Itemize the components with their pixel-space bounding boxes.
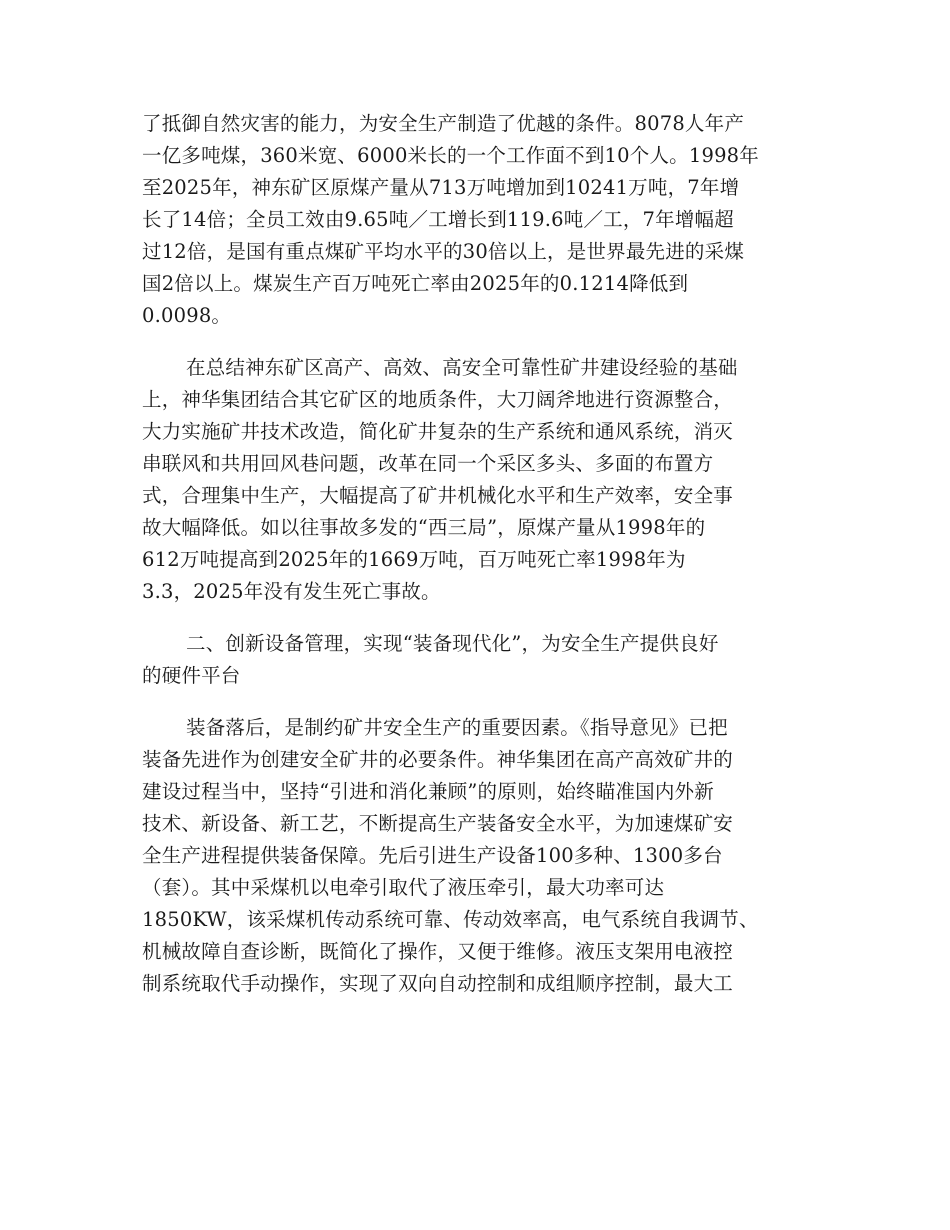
text-line: 国2倍以上。煤炭生产百万吨死亡率由2025年的0.1214降低到: [142, 272, 689, 295]
text-line: 1850KW，该采煤机传动系统可靠、传动效率高，电气系统自我调节、: [142, 908, 759, 931]
paragraph-2: [142, 352, 814, 608]
section-heading: [142, 628, 814, 692]
text-line: 至2025年，神东矿区原煤产量从713万吨增加到10241万吨，7年增: [142, 176, 740, 199]
text-line: 制系统取代手动操作，实现了双向自动控制和成组顺序控制，最大工: [142, 972, 734, 995]
text-line: 技术、新设备、新工艺，不断提高生产装备安全水平，为加速煤矿安: [142, 812, 734, 835]
text-line: 建设过程当中，坚持“引进和消化兼顾”的原则，始终瞄准国内外新: [142, 780, 714, 803]
text-line: （套）。其中采煤机以电牵引取代了液压牵引，最大功率可达: [142, 876, 665, 899]
text-line: 一亿多吨煤，360米宽、6000米长的一个工作面不到10个人。1998年: [142, 144, 759, 167]
text-line: 0.0098。: [142, 304, 232, 327]
heading-line: 二、创新设备管理，实现“装备现代化”，为安全生产提供良好: [186, 632, 719, 655]
heading-line: 的硬件平台: [142, 664, 241, 687]
text-line: 串联风和共用回风巷问题，改革在同一个采区多头、多面的布置方: [142, 452, 714, 475]
text-line: 3.3，2025年没有发生死亡事故。: [142, 580, 441, 603]
text-line: 大力实施矿井技术改造，简化矿井复杂的生产系统和通风系统，消灭: [142, 420, 734, 443]
text-line: 在总结神东矿区高产、高效、高安全可靠性矿井建设经验的基础: [186, 356, 738, 379]
text-line: 上，神华集团结合其它矿区的地质条件，大刀阔斧地进行资源整合，: [142, 388, 734, 411]
paragraph-1: [142, 108, 814, 332]
text-line: 612万吨提高到2025年的1669万吨，百万吨死亡率1998年为: [142, 548, 686, 571]
text-line: 全生产进程提供装备保障。先后引进生产设备100多种、1300多台: [142, 844, 723, 867]
text-line: 过12倍，是国有重点煤矿平均水平的30倍以上，是世界最先进的采煤: [142, 240, 745, 263]
text-line: 式，合理集中生产，大幅提高了矿井机械化水平和生产效率，安全事: [142, 484, 734, 507]
paragraph-4: [142, 712, 814, 1000]
document-page: [142, 108, 814, 1020]
text-line: 机械故障自查诊断，既简化了操作，又便于维修。液压支架用电液控: [142, 940, 734, 963]
text-line: 装备落后，是制约矿井安全生产的重要因素。《指导意见》已把: [186, 716, 728, 739]
text-line: 故大幅降低。如以往事故多发的“西三局”，原煤产量从1998年的: [142, 516, 706, 539]
text-line: 了抵御自然灾害的能力，为安全生产制造了优越的条件。8078人年产: [142, 112, 745, 135]
text-line: 长了14倍；全员工效由9.65吨／工增长到119.6吨／工，7年增幅超: [142, 208, 734, 231]
text-line: 装备先进作为创建安全矿井的必要条件。神华集团在高产高效矿井的: [142, 748, 734, 771]
